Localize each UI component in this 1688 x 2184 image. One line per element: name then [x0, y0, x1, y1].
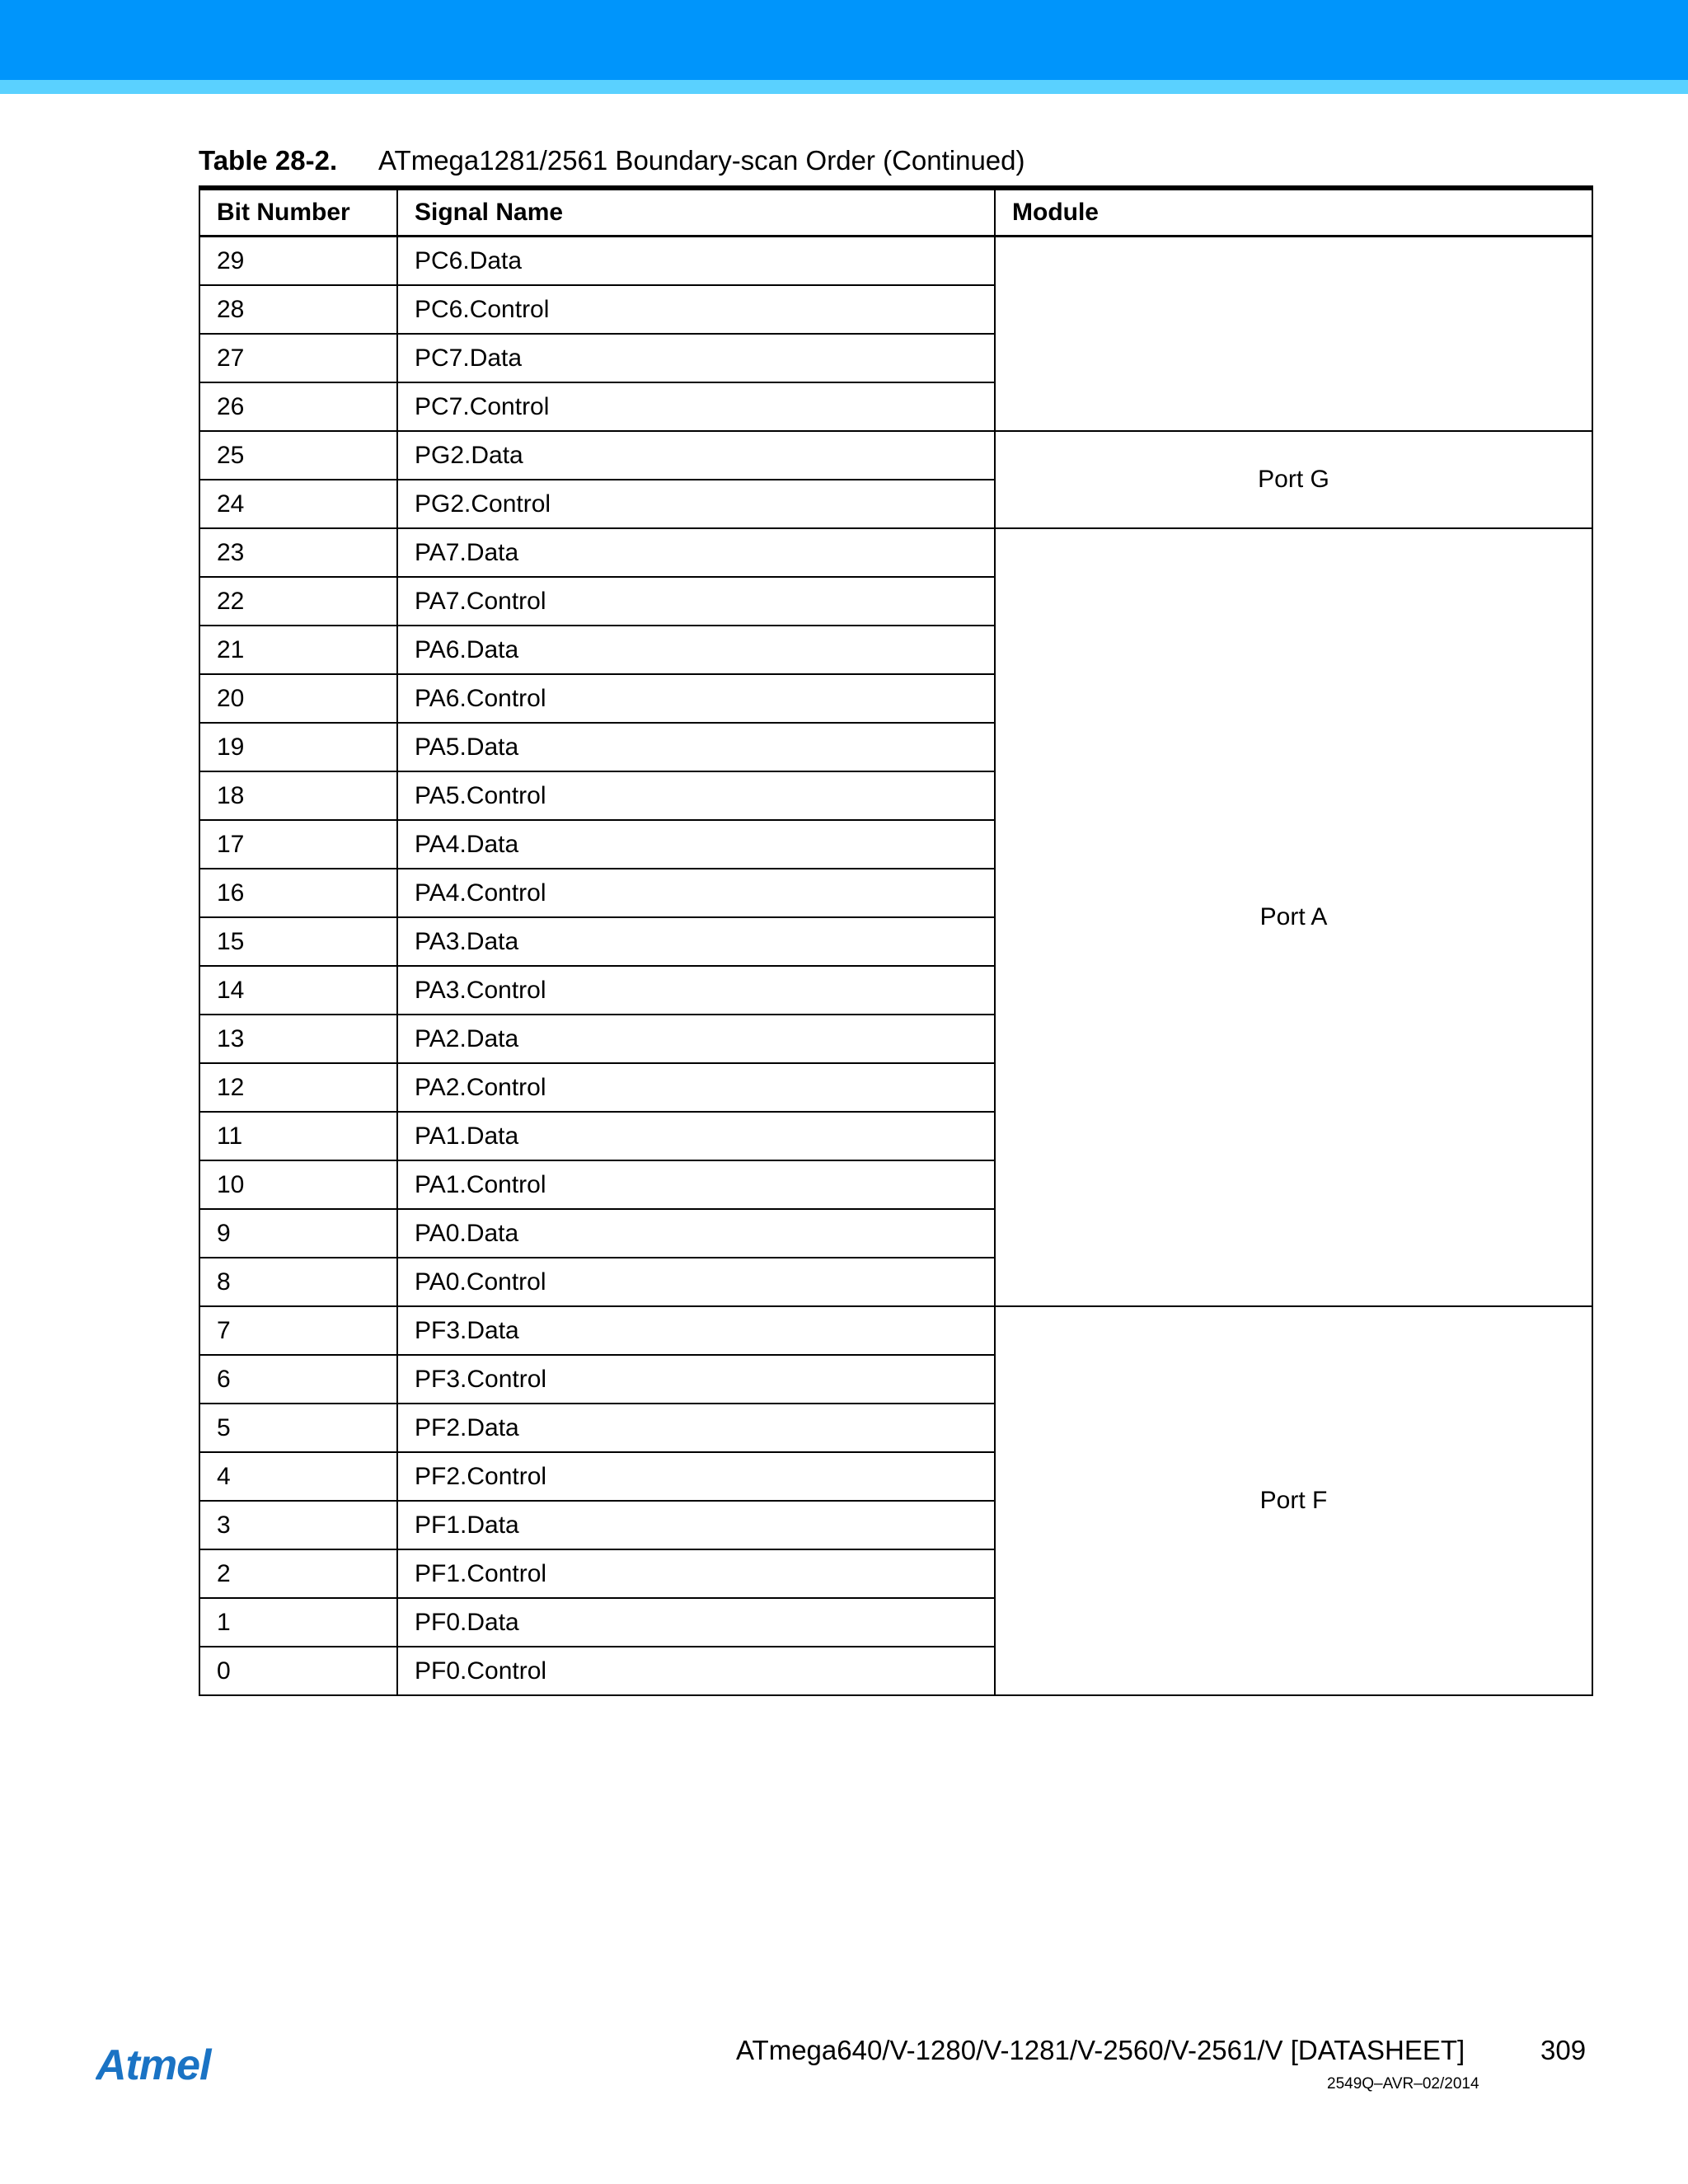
atmel-logo [96, 2040, 240, 2089]
table-row [199, 528, 1592, 577]
signal-name-cell: PC6.Data [397, 237, 995, 286]
signal-name-cell: PA2.Control [397, 1063, 995, 1112]
column-header-module: Module [995, 188, 1592, 237]
column-header-bit-number: Bit Number [199, 188, 397, 237]
signal-name-cell: PA5.Control [397, 771, 995, 820]
bit-number-cell: 6 [199, 1355, 397, 1404]
signal-name-cell: PA4.Control [397, 869, 995, 917]
bit-number-cell: 21 [199, 626, 397, 674]
bit-number-cell: 3 [199, 1501, 397, 1549]
signal-name-cell: PA5.Data [397, 723, 995, 771]
signal-name-cell: PA4.Data [397, 820, 995, 869]
signal-name-cell: PF1.Data [397, 1501, 995, 1549]
column-header-signal-name: Signal Name [397, 188, 995, 237]
bit-number-cell: 29 [199, 237, 397, 286]
bit-number-cell: 0 [199, 1647, 397, 1695]
table-row [199, 237, 1592, 286]
bit-number-cell: 16 [199, 869, 397, 917]
bit-number-cell: 20 [199, 674, 397, 723]
signal-name-cell: PA7.Data [397, 528, 995, 577]
signal-name-cell: PA1.Data [397, 1112, 995, 1160]
signal-name-cell: PF3.Data [397, 1306, 995, 1355]
signal-name-cell: PA3.Control [397, 966, 995, 1015]
module-cell: Port A [995, 528, 1592, 1306]
signal-name-cell: PG2.Data [397, 431, 995, 480]
table-row [199, 1306, 1592, 1355]
header-bar [0, 0, 1688, 80]
bit-number-cell: 22 [199, 577, 397, 626]
signal-name-cell: PA1.Control [397, 1160, 995, 1209]
table-caption [199, 145, 1025, 176]
bit-number-cell: 8 [199, 1258, 397, 1306]
boundary-scan-table [199, 185, 1593, 1696]
signal-name-cell: PC7.Control [397, 382, 995, 431]
table-title: ATmega1281/2561 Boundary-scan Order (Continued) [378, 145, 1025, 176]
bit-number-cell: 15 [199, 917, 397, 966]
signal-name-cell: PF3.Control [397, 1355, 995, 1404]
signal-name-cell: PA0.Data [397, 1209, 995, 1258]
atmel-logo-text: Atmel [96, 2041, 211, 2089]
bit-number-cell: 27 [199, 334, 397, 382]
signal-name-cell: PA6.Data [397, 626, 995, 674]
module-cell: Port G [995, 431, 1592, 528]
signal-name-cell: PA2.Data [397, 1015, 995, 1063]
bit-number-cell: 19 [199, 723, 397, 771]
signal-name-cell: PA6.Control [397, 674, 995, 723]
bit-number-cell: 28 [199, 285, 397, 334]
table-row [199, 431, 1592, 480]
table-header-row [199, 188, 1592, 237]
signal-name-cell: PC6.Control [397, 285, 995, 334]
header-stripe [0, 80, 1688, 94]
signal-name-cell: PA0.Control [397, 1258, 995, 1306]
bit-number-cell: 11 [199, 1112, 397, 1160]
bit-number-cell: 14 [199, 966, 397, 1015]
table-number: Table 28-2. [199, 145, 338, 176]
signal-name-cell: PF2.Control [397, 1452, 995, 1501]
bit-number-cell: 12 [199, 1063, 397, 1112]
bit-number-cell: 2 [199, 1549, 397, 1598]
signal-name-cell: PA3.Data [397, 917, 995, 966]
document-code: 2549Q–AVR–02/2014 [1327, 2075, 1479, 2093]
page-number: 309 [1540, 2035, 1587, 2065]
module-cell [995, 237, 1592, 432]
signal-name-cell: PA7.Control [397, 577, 995, 626]
bit-number-cell: 9 [199, 1209, 397, 1258]
bit-number-cell: 26 [199, 382, 397, 431]
signal-name-cell: PF2.Data [397, 1404, 995, 1452]
table-body [199, 237, 1592, 1696]
bit-number-cell: 17 [199, 820, 397, 869]
bit-number-cell: 1 [199, 1598, 397, 1647]
bit-number-cell: 23 [199, 528, 397, 577]
bit-number-cell: 10 [199, 1160, 397, 1209]
bit-number-cell: 18 [199, 771, 397, 820]
footer-document-title: ATmega640/V-1280/V-1281/V-2560/V-2561/V [DATASHEET] [736, 2035, 1465, 2065]
bit-number-cell: 13 [199, 1015, 397, 1063]
signal-name-cell: PC7.Data [397, 334, 995, 382]
signal-name-cell: PF0.Data [397, 1598, 995, 1647]
module-cell: Port F [995, 1306, 1592, 1695]
signal-name-cell: PF0.Control [397, 1647, 995, 1695]
bit-number-cell: 25 [199, 431, 397, 480]
bit-number-cell: 4 [199, 1452, 397, 1501]
signal-name-cell: PG2.Control [397, 480, 995, 528]
signal-name-cell: PF1.Control [397, 1549, 995, 1598]
bit-number-cell: 5 [199, 1404, 397, 1452]
bit-number-cell: 24 [199, 480, 397, 528]
boundary-scan-table-container [199, 185, 1592, 1696]
bit-number-cell: 7 [199, 1306, 397, 1355]
